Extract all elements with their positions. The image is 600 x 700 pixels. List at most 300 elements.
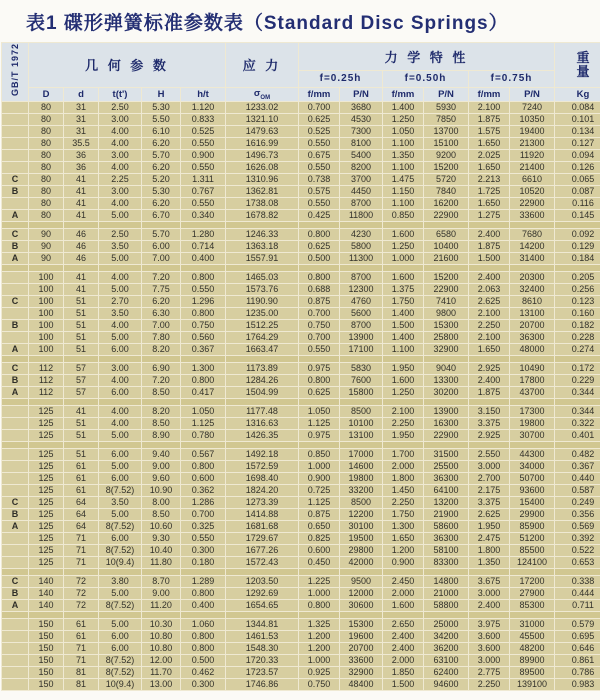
table-cell: 0.550 xyxy=(299,138,339,149)
table-cell: 0.700 xyxy=(299,102,339,113)
table-cell: 2.400 xyxy=(469,375,509,386)
table-cell: 1.875 xyxy=(469,387,509,398)
table-cell: 6610 xyxy=(510,174,554,185)
table-cell: 0.714 xyxy=(181,241,225,252)
separator-cell xyxy=(2,569,28,575)
table-cell: 0.087 xyxy=(555,186,600,197)
table-cell: 0.800 xyxy=(299,272,339,283)
table-cell: 0.322 xyxy=(555,418,600,429)
table-cell: 0.127 xyxy=(555,138,600,149)
table-cell: 61 xyxy=(64,631,98,642)
col-header-t: t(t') xyxy=(99,88,141,102)
table-cell: 32400 xyxy=(510,284,554,295)
table-cell: 1.275 xyxy=(469,210,509,221)
table-row xyxy=(2,272,600,283)
table-cell: 1.650 xyxy=(469,162,509,173)
table-cell: 57 xyxy=(64,387,98,398)
table-cell: 125 xyxy=(29,497,63,508)
separator-cell xyxy=(226,222,298,228)
table-cell: 11300 xyxy=(340,253,382,264)
table-cell: 6.00 xyxy=(99,533,141,544)
table-cell: 17000 xyxy=(340,449,382,460)
table-cell: 44300 xyxy=(510,449,554,460)
separator-cell xyxy=(383,356,423,362)
table-cell: 2.400 xyxy=(469,229,509,240)
table-cell: 1.296 xyxy=(181,296,225,307)
row-type-label xyxy=(2,631,28,642)
table-cell: 2.650 xyxy=(383,619,423,630)
table-cell: 0.522 xyxy=(555,545,600,556)
table-cell: 58100 xyxy=(424,545,468,556)
table-cell: 2.400 xyxy=(469,272,509,283)
table-cell: 12000 xyxy=(340,588,382,599)
table-cell: 150 xyxy=(29,655,63,666)
table-cell: 90 xyxy=(29,241,63,252)
table-cell: 30100 xyxy=(340,521,382,532)
col-header-f1: f/mm xyxy=(299,88,339,102)
separator-cell xyxy=(226,569,298,575)
table-cell: 125 xyxy=(29,406,63,417)
table-cell: 0.184 xyxy=(555,253,600,264)
separator-cell xyxy=(181,399,225,405)
table-cell: 9.00 xyxy=(142,588,180,599)
separator-cell xyxy=(424,399,468,405)
table-row xyxy=(2,138,600,149)
table-cell: 0.925 xyxy=(299,667,339,678)
separator-cell xyxy=(469,222,509,228)
table-cell: 1496.73 xyxy=(226,150,298,161)
table-cell: 11920 xyxy=(510,150,554,161)
table-cell: 6.00 xyxy=(99,387,141,398)
table-cell: 1273.39 xyxy=(226,497,298,508)
table-cell: 6.00 xyxy=(99,473,141,484)
row-type-label: B xyxy=(2,588,28,599)
table-cell: 7.00 xyxy=(142,253,180,264)
row-type-label xyxy=(2,198,28,209)
table-cell: 8.90 xyxy=(142,430,180,441)
table-cell: 0.525 xyxy=(181,126,225,137)
table-row xyxy=(2,102,600,113)
table-cell: 4.00 xyxy=(99,375,141,386)
table-cell: 16200 xyxy=(424,198,468,209)
table-cell: 0.362 xyxy=(181,485,225,496)
table-cell: 36300 xyxy=(424,473,468,484)
table-cell: 1.250 xyxy=(383,114,423,125)
table-row xyxy=(2,533,600,544)
weight-group-header xyxy=(555,43,600,87)
table-row xyxy=(2,284,600,295)
table-cell: 5.00 xyxy=(99,253,141,264)
table-cell: 30200 xyxy=(424,387,468,398)
table-cell: 0.625 xyxy=(299,114,339,125)
table-cell: 0.340 xyxy=(181,210,225,221)
table-cell: 10.90 xyxy=(142,485,180,496)
table-cell: 20700 xyxy=(510,320,554,331)
table-cell: 8(7.52) xyxy=(99,545,141,556)
table-cell: 0.092 xyxy=(555,229,600,240)
table-cell: 1548.30 xyxy=(226,643,298,654)
separator-cell xyxy=(142,399,180,405)
separator-cell xyxy=(2,399,28,405)
table-cell: 1.350 xyxy=(469,557,509,568)
table-cell: 8(7.52) xyxy=(99,667,141,678)
table-cell: 11.20 xyxy=(142,600,180,611)
table-cell: 2.70 xyxy=(99,296,141,307)
table-cell: 10490 xyxy=(510,363,554,374)
table-cell: 1.725 xyxy=(469,186,509,197)
row-type-label xyxy=(2,643,28,654)
table-cell: 1246.33 xyxy=(226,229,298,240)
table-cell: 0.300 xyxy=(181,679,225,690)
table-cell: 0.482 xyxy=(555,449,600,460)
table-cell: 1.060 xyxy=(181,619,225,630)
table-cell: 1.600 xyxy=(383,272,423,283)
table-cell: 51 xyxy=(64,320,98,331)
table-cell: 0.550 xyxy=(299,344,339,355)
table-cell: 1177.48 xyxy=(226,406,298,417)
table-cell: 125 xyxy=(29,485,63,496)
separator-cell xyxy=(555,612,600,618)
table-cell: 64 xyxy=(64,509,98,520)
table-cell: 80 xyxy=(29,102,63,113)
table-cell: 64100 xyxy=(424,485,468,496)
table-cell: 2.000 xyxy=(383,461,423,472)
table-cell: 1.200 xyxy=(299,643,339,654)
table-cell: 1479.63 xyxy=(226,126,298,137)
table-cell: 1729.67 xyxy=(226,533,298,544)
table-cell: 71 xyxy=(64,545,98,556)
table-cell: 2.175 xyxy=(469,485,509,496)
separator-cell xyxy=(226,612,298,618)
table-cell: 7.75 xyxy=(142,284,180,295)
table-row xyxy=(2,679,600,690)
table-cell: 13200 xyxy=(424,497,468,508)
table-cell: 5.00 xyxy=(99,332,141,343)
table-row xyxy=(2,344,600,355)
table-cell: 0.145 xyxy=(555,210,600,221)
separator-cell xyxy=(383,442,423,448)
table-cell: 10.60 xyxy=(142,521,180,532)
table-cell: 80 xyxy=(29,198,63,209)
table-cell: 17200 xyxy=(510,576,554,587)
table-cell: 15300 xyxy=(424,320,468,331)
table-cell: 80 xyxy=(29,186,63,197)
table-cell: 2.000 xyxy=(383,655,423,666)
mechanical-group-header: 力 学 特 性 xyxy=(299,43,554,70)
table-cell: 12200 xyxy=(340,509,382,520)
table-cell: 0.800 xyxy=(181,588,225,599)
table-cell: 125 xyxy=(29,557,63,568)
table-cell: 1.850 xyxy=(383,667,423,678)
separator-cell xyxy=(555,356,600,362)
row-type-label xyxy=(2,461,28,472)
table-row xyxy=(2,509,600,520)
table-cell: 0.600 xyxy=(299,545,339,556)
separator-cell xyxy=(510,569,554,575)
table-cell: 63100 xyxy=(424,655,468,666)
separator-cell xyxy=(29,399,63,405)
row-type-label xyxy=(2,406,28,417)
table-cell: 30600 xyxy=(340,600,382,611)
table-cell: 1.650 xyxy=(469,138,509,149)
table-cell: 0.695 xyxy=(555,631,600,642)
separator-cell xyxy=(340,265,382,271)
table-cell: 1.500 xyxy=(383,320,423,331)
table-cell: 19400 xyxy=(510,126,554,137)
table-cell: 1362.81 xyxy=(226,186,298,197)
row-type-label: B xyxy=(2,241,28,252)
table-cell: 10.80 xyxy=(142,631,180,642)
row-type-label xyxy=(2,449,28,460)
table-cell: 0.875 xyxy=(299,509,339,520)
col-header-P3: P/N xyxy=(510,88,554,102)
table-cell: 5600 xyxy=(340,308,382,319)
table-cell: 5720 xyxy=(424,174,468,185)
table-cell: 0.711 xyxy=(555,600,600,611)
table-cell: 0.356 xyxy=(555,509,600,520)
table-cell: 90 xyxy=(29,229,63,240)
table-cell: 5.30 xyxy=(142,102,180,113)
table-cell: 0.725 xyxy=(299,485,339,496)
table-cell: 10400 xyxy=(424,241,468,252)
table-cell: 0.084 xyxy=(555,102,600,113)
table-cell: 15100 xyxy=(424,138,468,149)
table-cell: 1738.08 xyxy=(226,198,298,209)
table-cell: 1344.81 xyxy=(226,619,298,630)
table-cell: 1.650 xyxy=(383,533,423,544)
table-cell: 1310.96 xyxy=(226,174,298,185)
table-cell: 150 xyxy=(29,679,63,690)
table-cell: 1824.20 xyxy=(226,485,298,496)
table-cell: 0.274 xyxy=(555,344,600,355)
table-cell: 2.100 xyxy=(383,406,423,417)
table-cell: 6.20 xyxy=(142,296,180,307)
table-cell: 1.800 xyxy=(383,473,423,484)
table-cell: 1321.10 xyxy=(226,114,298,125)
table-cell: 0.800 xyxy=(181,461,225,472)
table-cell: 8610 xyxy=(510,296,554,307)
table-cell: 0.500 xyxy=(299,253,339,264)
table-cell: 1677.26 xyxy=(226,545,298,556)
row-type-label xyxy=(2,126,28,137)
table-row xyxy=(2,619,600,630)
table-cell: 64 xyxy=(64,497,98,508)
table-cell: 5.00 xyxy=(99,588,141,599)
table-row xyxy=(2,174,600,185)
separator-cell xyxy=(64,399,98,405)
row-type-label xyxy=(2,430,28,441)
separator-cell xyxy=(99,356,141,362)
table-cell: 0.625 xyxy=(299,387,339,398)
table-cell: 0.101 xyxy=(555,114,600,125)
table-cell: 1616.99 xyxy=(226,138,298,149)
table-cell: 3.375 xyxy=(469,418,509,429)
table-cell: 1316.63 xyxy=(226,418,298,429)
table-cell: 0.126 xyxy=(555,162,600,173)
table-row xyxy=(2,667,600,678)
table-cell: 8.50 xyxy=(142,509,180,520)
table-cell: 0.780 xyxy=(181,430,225,441)
table-cell: 2.250 xyxy=(383,497,423,508)
table-cell: 80 xyxy=(29,162,63,173)
table-cell: 139100 xyxy=(510,679,554,690)
separator-cell xyxy=(2,265,28,271)
table-cell: 21300 xyxy=(510,138,554,149)
separator-cell xyxy=(469,569,509,575)
table-cell: 2.250 xyxy=(383,418,423,429)
separator-cell xyxy=(340,399,382,405)
table-cell: 1.400 xyxy=(383,332,423,343)
separator-cell xyxy=(555,399,600,405)
table-cell: 2.550 xyxy=(469,449,509,460)
table-cell: 3.00 xyxy=(99,363,141,374)
separator-cell xyxy=(64,356,98,362)
table-cell: 21600 xyxy=(424,253,468,264)
separator-cell xyxy=(29,442,63,448)
table-cell: 71 xyxy=(64,643,98,654)
table-cell: 5.70 xyxy=(142,150,180,161)
separator-cell xyxy=(510,265,554,271)
separator-cell xyxy=(383,222,423,228)
table-cell: 4230 xyxy=(340,229,382,240)
table-cell: 72 xyxy=(64,588,98,599)
table-cell: 22900 xyxy=(424,430,468,441)
table-cell: 45500 xyxy=(510,631,554,642)
table-cell: 4450 xyxy=(340,186,382,197)
table-cell: 0.688 xyxy=(299,284,339,295)
table-cell: 1.950 xyxy=(383,363,423,374)
table-cell: 0.786 xyxy=(555,667,600,678)
table-cell: 31 xyxy=(64,126,98,137)
table-cell: 80 xyxy=(29,174,63,185)
table-cell: 125 xyxy=(29,521,63,532)
row-type-label xyxy=(2,533,28,544)
table-cell: 0.550 xyxy=(299,198,339,209)
table-cell: 15200 xyxy=(424,162,468,173)
table-cell: 1.225 xyxy=(299,576,339,587)
separator-cell xyxy=(142,442,180,448)
table-cell: 0.256 xyxy=(555,284,600,295)
separator-cell xyxy=(99,442,141,448)
table-cell: 2.700 xyxy=(469,473,509,484)
table-cell: 1.350 xyxy=(383,150,423,161)
table-cell: 2.000 xyxy=(383,588,423,599)
table-cell: 0.750 xyxy=(299,679,339,690)
table-row xyxy=(2,461,600,472)
separator-cell xyxy=(226,442,298,448)
table-cell: 48000 xyxy=(510,344,554,355)
separator-cell xyxy=(510,442,554,448)
table-cell: 0.444 xyxy=(555,588,600,599)
table-cell: 0.600 xyxy=(181,473,225,484)
table-cell: 1492.18 xyxy=(226,449,298,460)
table-cell: 4.00 xyxy=(99,126,141,137)
table-cell: 0.228 xyxy=(555,332,600,343)
table-cell: 1.875 xyxy=(469,241,509,252)
separator-cell xyxy=(181,442,225,448)
table-row xyxy=(2,655,600,666)
table-cell: 1.600 xyxy=(383,600,423,611)
table-cell: 0.850 xyxy=(299,449,339,460)
table-cell: 0.229 xyxy=(555,375,600,386)
table-cell: 1203.50 xyxy=(226,576,298,587)
table-cell: 1678.82 xyxy=(226,210,298,221)
table-cell: 4.00 xyxy=(99,320,141,331)
table-cell: 1.000 xyxy=(299,461,339,472)
separator-cell xyxy=(99,569,141,575)
deflection-075h-header: f=0.75h xyxy=(469,71,554,87)
table-cell: 90 xyxy=(29,253,63,264)
table-cell: 17100 xyxy=(340,344,382,355)
table-cell: 36 xyxy=(64,150,98,161)
table-cell: 112 xyxy=(29,375,63,386)
table-cell: 100 xyxy=(29,296,63,307)
table-cell: 1.150 xyxy=(383,186,423,197)
table-cell: 0.800 xyxy=(181,308,225,319)
table-cell: 4530 xyxy=(340,114,382,125)
separator-cell xyxy=(299,399,339,405)
row-type-label xyxy=(2,655,28,666)
group-separator-row xyxy=(2,356,600,362)
table-cell: 58600 xyxy=(424,521,468,532)
table-cell: 0.900 xyxy=(383,557,423,568)
table-cell: 1.125 xyxy=(299,418,339,429)
table-cell: 0.417 xyxy=(181,387,225,398)
separator-cell xyxy=(64,442,98,448)
table-cell: 36300 xyxy=(510,332,554,343)
table-cell: 0.462 xyxy=(181,667,225,678)
table-cell: 1504.99 xyxy=(226,387,298,398)
row-type-label xyxy=(2,308,28,319)
table-cell: 0.700 xyxy=(299,308,339,319)
table-cell: 22900 xyxy=(510,198,554,209)
separator-cell xyxy=(226,265,298,271)
table-cell: 10(9.4) xyxy=(99,557,141,568)
table-cell: 10100 xyxy=(340,418,382,429)
table-cell: 9.00 xyxy=(142,461,180,472)
separator-cell xyxy=(469,356,509,362)
table-cell: 71 xyxy=(64,533,98,544)
standard-label-cell xyxy=(2,43,28,101)
table-cell: 13900 xyxy=(424,406,468,417)
table-cell: 0.525 xyxy=(299,126,339,137)
table-cell: 1572.43 xyxy=(226,557,298,568)
table-cell: 10.40 xyxy=(142,545,180,556)
separator-cell xyxy=(64,222,98,228)
separator-cell xyxy=(64,612,98,618)
table-cell: 0.700 xyxy=(299,332,339,343)
page-title: 表1 碟形弹簧标准参数表（Standard Disc Springs） xyxy=(26,13,509,34)
row-type-label: B xyxy=(2,186,28,197)
table-cell: 1.125 xyxy=(299,497,339,508)
table-cell: 85500 xyxy=(510,545,554,556)
table-cell: 125 xyxy=(29,461,63,472)
table-cell: 0.550 xyxy=(181,198,225,209)
table-cell: 1.050 xyxy=(383,126,423,137)
table-cell: 22900 xyxy=(424,210,468,221)
table-cell: 0.579 xyxy=(555,619,600,630)
table-cell: 8700 xyxy=(340,198,382,209)
table-cell: 6.30 xyxy=(142,308,180,319)
table-row xyxy=(2,150,600,161)
col-header-kg: Kg xyxy=(555,88,600,102)
table-cell: 22900 xyxy=(424,284,468,295)
table-cell: 19800 xyxy=(510,418,554,429)
table-cell: 100 xyxy=(29,344,63,355)
table-cell: 32900 xyxy=(424,344,468,355)
table-cell: 9.30 xyxy=(142,533,180,544)
table-cell: 13300 xyxy=(424,375,468,386)
